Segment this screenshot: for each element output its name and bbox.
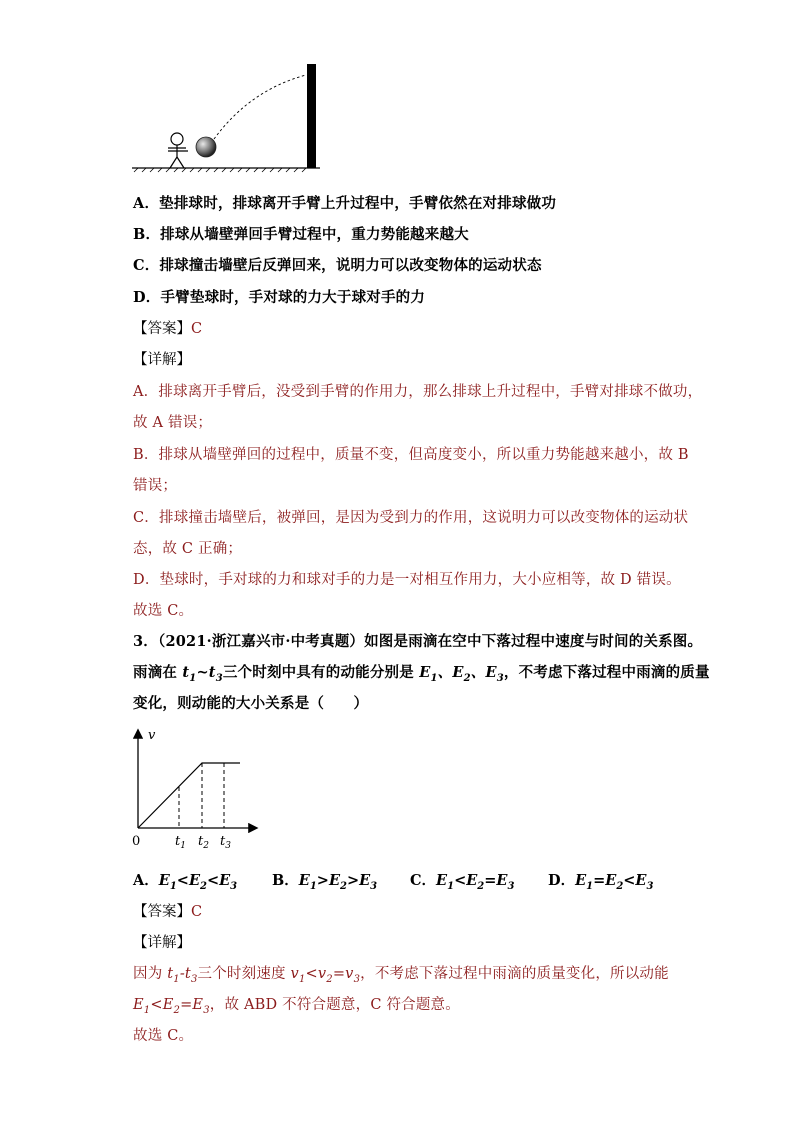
q3-option-c xyxy=(410,869,514,892)
q3-text: 三个时刻中具有的动能分别是 xyxy=(222,664,420,681)
q3-detail-line3: 故选 C。 xyxy=(133,1028,194,1044)
q2-detail-line: C．排球撞击墙壁后，被弹回，是因为受到力的作用，这说明力可以改变物体的运动状 xyxy=(133,510,689,526)
q3-text: 如图是雨滴在空中下落过程中速度与时间的关系图。 xyxy=(364,633,703,650)
tick-t1: $t_1$ xyxy=(175,834,186,851)
y-axis-label: v xyxy=(148,728,156,743)
q3-stem-line3: 变化，则动能的大小关系是（ ） xyxy=(133,695,369,712)
time-range: $t_1\sim t_3$ xyxy=(182,664,223,684)
q2-detail-line: A．排球离开手臂后，没受到手臂的作用力，那么排球上升过程中，手臂对排球不做功， xyxy=(133,384,703,400)
detail-text: ，故 ABD 不符合题意，C 符合题意。 xyxy=(209,997,460,1013)
q3-detail-line1 xyxy=(133,962,669,985)
q3-text: 雨滴在 xyxy=(133,664,183,681)
option-letter: C． xyxy=(410,872,437,889)
energy-relation: $E_1<E_2=E_3$ xyxy=(133,997,210,1016)
tick-t3: $t_3$ xyxy=(220,834,231,851)
answer-tag: 【答案】 xyxy=(133,321,191,337)
detail-text: 因为 xyxy=(133,966,168,982)
q2-detail-line: 错误； xyxy=(133,478,178,494)
answer-value: C xyxy=(191,904,203,920)
ground-line xyxy=(132,168,320,172)
q2-detail-line: 故选 C。 xyxy=(133,603,194,619)
option-expr: $E_1<E_2<E_3$ xyxy=(158,872,238,892)
q2-detail-line: 态，故 C 正确； xyxy=(133,541,243,557)
q3-detail-tag: 【详解】 xyxy=(133,935,191,951)
q3-source: （2021·浙江嘉兴市·中考真题） xyxy=(158,633,365,650)
ball-trajectory xyxy=(214,75,306,139)
option-expr: $E_1<E_2=E_3$ xyxy=(436,872,515,892)
q2-detail-line: B．排球从墙壁弹回的过程中，质量不变，但高度变小，所以重力势能越来越小，故 B xyxy=(133,447,689,463)
q3-number: 3． xyxy=(133,633,158,650)
q2-detail-line: D．垫球时，手对球的力和球对手的力是一对相互作用力，大小应相等，故 D 错误。 xyxy=(133,572,681,588)
tick-t2: $t_2$ xyxy=(198,834,209,851)
option-letter: D． xyxy=(548,872,576,889)
q3-option-a xyxy=(133,869,237,892)
detail-text: 三个时刻速度 xyxy=(197,966,291,982)
q3-stem-line2 xyxy=(133,661,710,684)
q2-detail-tag: 【详解】 xyxy=(133,352,191,368)
q2-option-d: D．手臂垫球时，手对球的力大于球对手的力 xyxy=(133,289,426,306)
option-letter: A． xyxy=(133,872,159,889)
stick-figure-child xyxy=(168,133,188,168)
q3-option-d xyxy=(548,869,653,892)
origin-label: 0 xyxy=(132,834,141,849)
volleyball xyxy=(196,137,216,157)
volleyball-wall-figure xyxy=(130,60,330,175)
answer-value: C xyxy=(191,321,203,337)
velocity-time-graph xyxy=(128,725,268,853)
q3-answer xyxy=(133,900,202,921)
q3-option-b xyxy=(272,869,377,892)
velocity-line xyxy=(138,763,240,828)
answer-tag: 【答案】 xyxy=(133,904,191,920)
q3-text: ，不考虑下落过程中雨滴的质量 xyxy=(503,664,710,681)
q2-detail-line: 故 A 错误； xyxy=(133,415,213,431)
q3-detail-line2 xyxy=(133,993,460,1016)
q2-option-b: B．排球从墙壁弹回手臂过程中，重力势能越来越大 xyxy=(133,226,469,243)
wall xyxy=(307,64,316,168)
q2-answer xyxy=(133,317,202,338)
time-range: $t_1-t_3$ xyxy=(167,966,198,985)
q3-stem-line1 xyxy=(133,630,702,651)
q2-option-c: C．排球撞击墙壁后反弹回来，说明力可以改变物体的运动状态 xyxy=(133,257,542,274)
q2-option-a: A．垫排球时，排球离开手臂上升过程中，手臂依然在对排球做功 xyxy=(133,195,557,212)
velocity-relation: $v_1<v_2=v_3$ xyxy=(290,966,361,985)
energy-list: $E_1$、$E_2$、$E_3$ xyxy=(419,664,504,684)
option-expr: $E_1>E_2>E_3$ xyxy=(298,872,378,892)
detail-text: ，不考虑下落过程中雨滴的质量变化，所以动能 xyxy=(360,966,669,982)
option-letter: B． xyxy=(272,872,299,889)
option-expr: $E_1=E_2<E_3$ xyxy=(575,872,654,892)
